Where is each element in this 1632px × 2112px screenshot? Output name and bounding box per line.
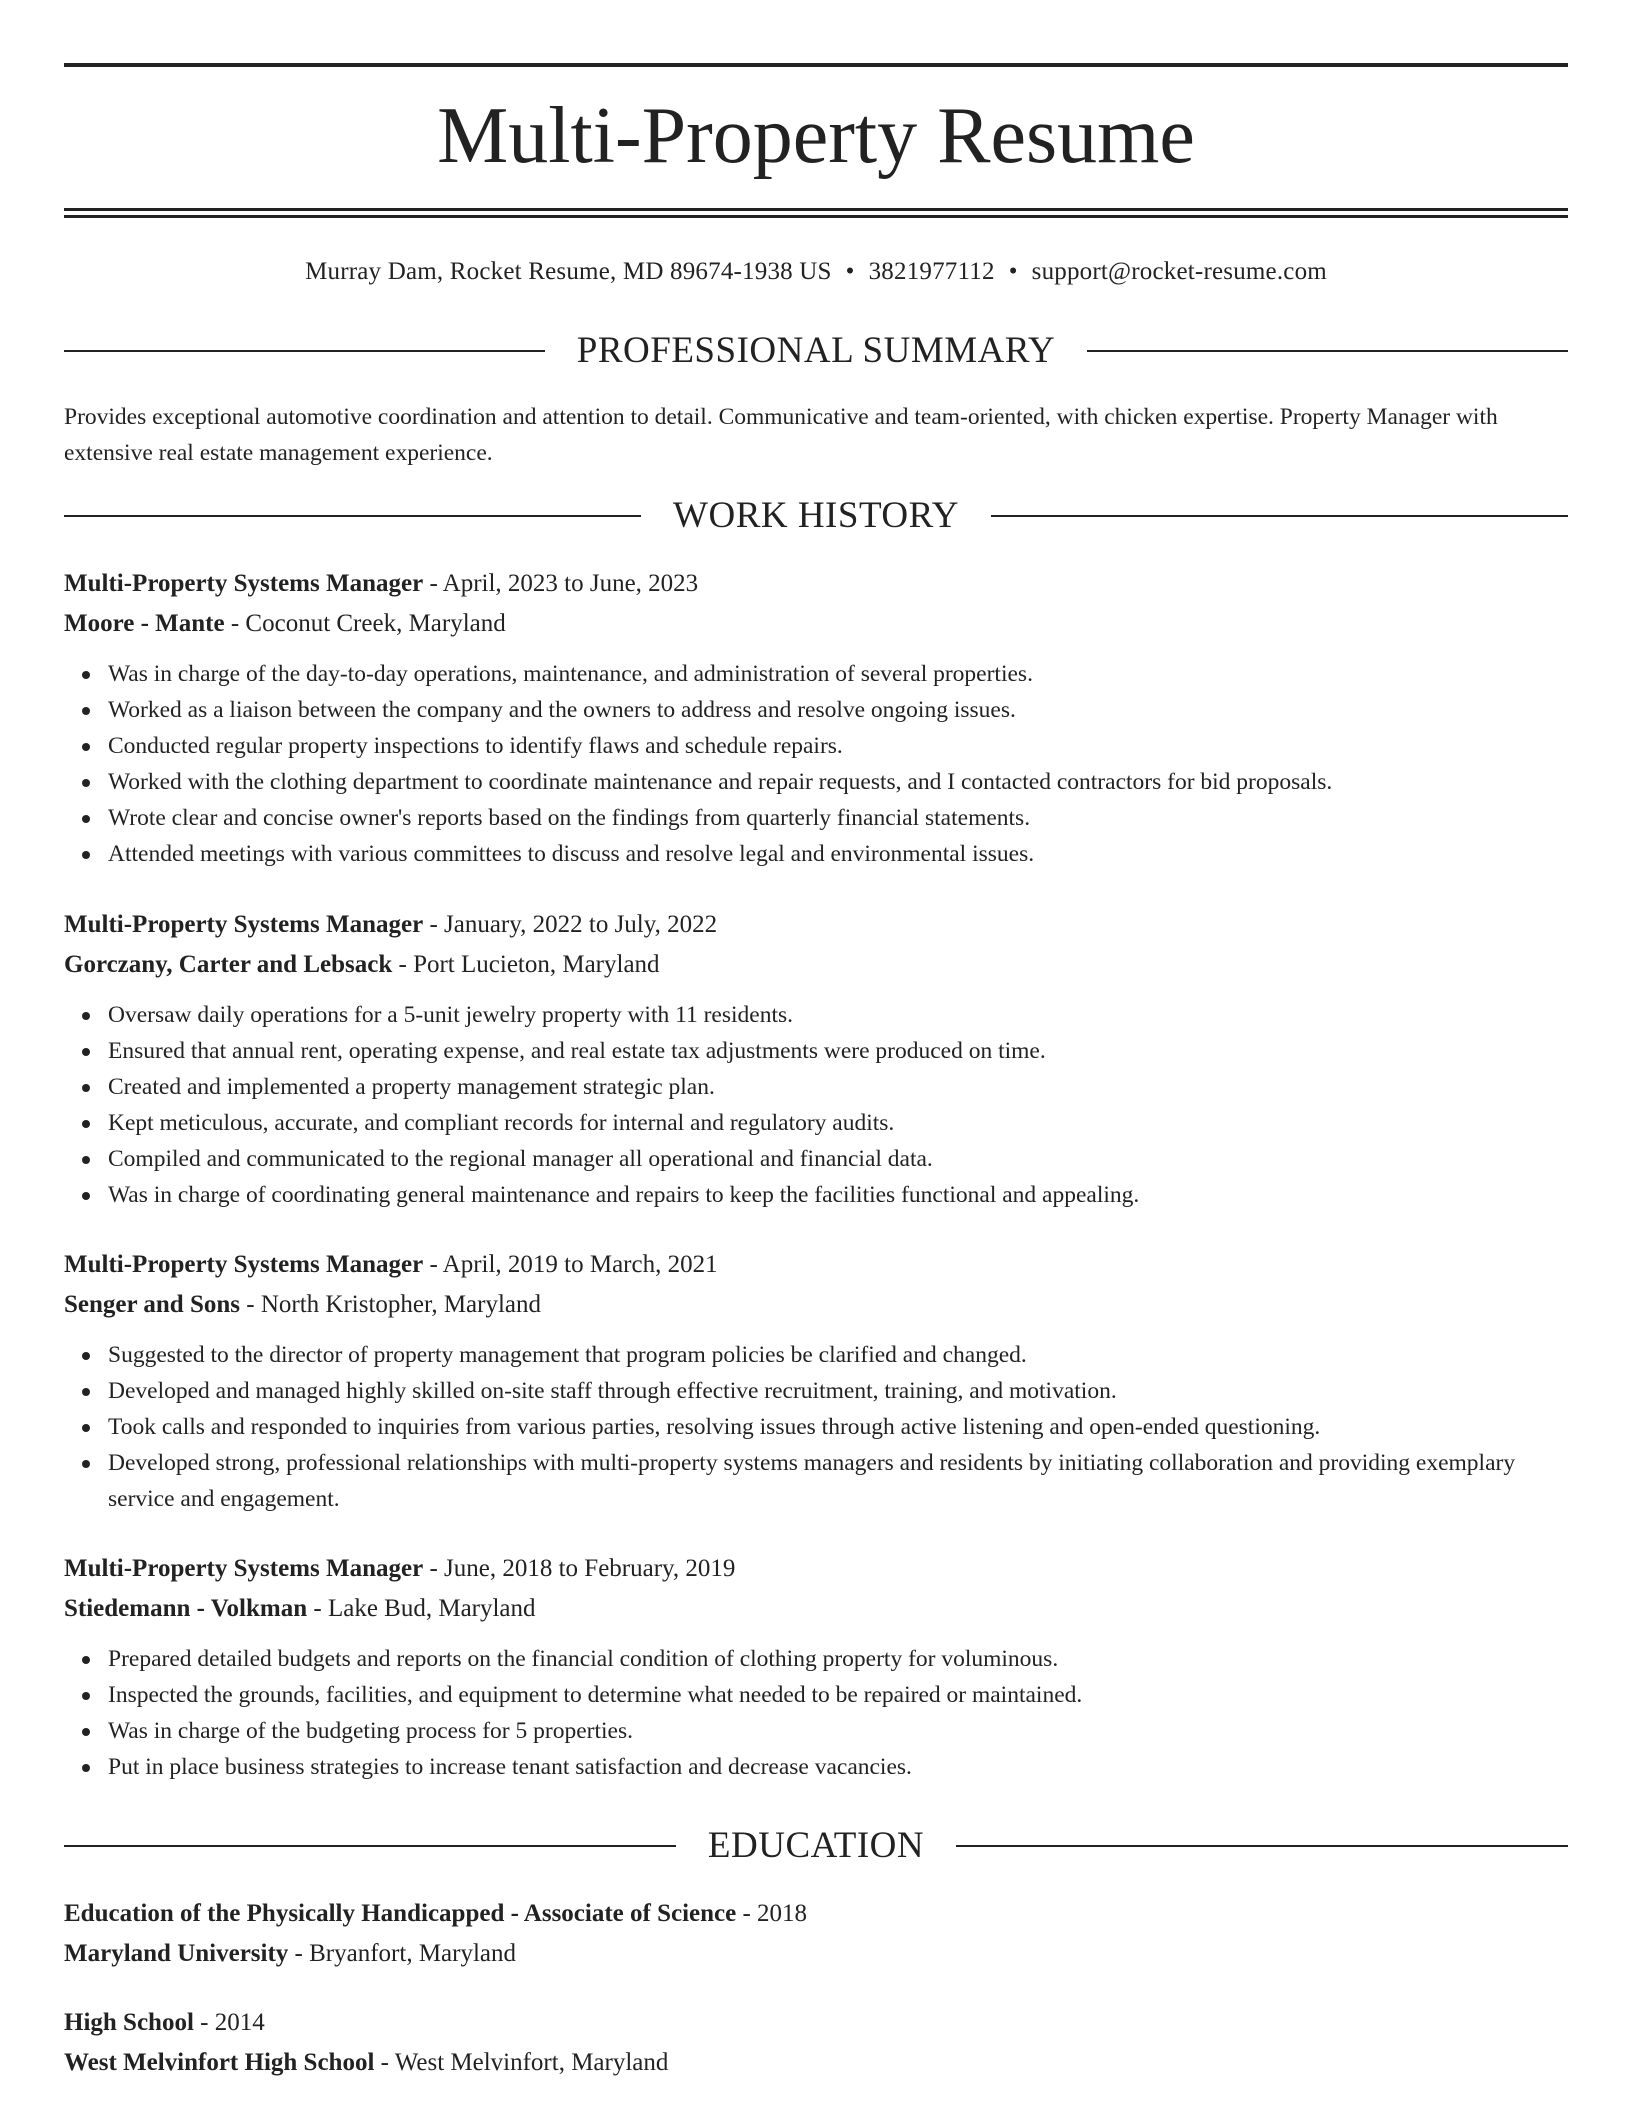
job-company: Gorczany, Carter and Lebsack: [64, 951, 393, 978]
job-title: Multi-Property Systems Manager: [64, 1251, 424, 1278]
title-double-rule-lower: [64, 215, 1568, 218]
job-dates: - January, 2022 to July, 2022: [423, 911, 718, 938]
section-title: PROFESSIONAL SUMMARY: [576, 330, 1056, 371]
education-location: - West Melvinfort, Maryland: [374, 2049, 669, 2076]
job-entry: [64, 1245, 1568, 1517]
contact-line: [64, 254, 1568, 290]
job-location: - Port Lucieton, Maryland: [392, 951, 660, 978]
education-degree: Education of the Physically Handicapped - Associate of Science: [64, 1900, 737, 1927]
job-bullet: Kept meticulous, accurate, and compliant records for internal and regulatory audits.: [108, 1105, 1568, 1141]
education-school: West Melvinfort High School: [64, 2049, 375, 2076]
job-bullet: Inspected the grounds, facilities, and equipment to determine what needed to be repaired or maintained.: [108, 1677, 1568, 1713]
job-company: Moore - Mante: [64, 610, 225, 637]
education-location: - Bryanfort, Maryland: [288, 1940, 517, 1967]
top-rule: [64, 63, 1568, 67]
job-company-line: [64, 945, 1568, 985]
job-company-line: [64, 604, 1568, 644]
heading-rule: [991, 515, 1568, 517]
job-bullet: Worked with the clothing department to coordinate maintenance and repair requests, and I contacted contractors for bid proposals.: [108, 764, 1568, 800]
job-company-line: [64, 1285, 1568, 1325]
job-location: - Coconut Creek, Maryland: [224, 610, 506, 637]
job-entry: [64, 564, 1568, 872]
job-entry: [64, 1549, 1568, 1785]
summary-section-heading: [64, 328, 1568, 374]
job-bullets: [64, 1641, 1568, 1785]
job-bullets: [64, 656, 1568, 872]
education-school-line: [64, 1934, 1568, 1974]
education-year: - 2018: [736, 1900, 808, 1927]
contact-separator: •: [845, 258, 855, 285]
job-title: Multi-Property Systems Manager: [64, 1555, 424, 1582]
job-bullet: Developed strong, professional relationships with multi-property systems managers and residents by initiating collaboration and providing exemplary service and engagement.: [108, 1445, 1568, 1517]
job-title-line: [64, 564, 1568, 604]
education-year: - 2014: [193, 2009, 265, 2036]
job-bullet: Oversaw daily operations for a 5-unit jewelry property with 11 residents.: [108, 997, 1568, 1033]
heading-rule: [1087, 350, 1568, 352]
job-title: Multi-Property Systems Manager: [64, 911, 424, 938]
job-bullet: Attended meetings with various committees to discuss and resolve legal and environmental issues.: [108, 836, 1568, 872]
job-bullet: Took calls and responded to inquiries from various parties, resolving issues through active listening and open-ended questioning.: [108, 1409, 1568, 1445]
job-bullet: Created and implemented a property management strategic plan.: [108, 1069, 1568, 1105]
summary-text: Provides exceptional automotive coordination and attention to detail. Communicative and team-oriented, with chicken expertise. Property Manager with extensive real estate management experience.: [64, 404, 1498, 466]
job-bullet: Was in charge of the day-to-day operations, maintenance, and administration of several properties.: [108, 656, 1568, 692]
heading-rule: [64, 515, 641, 517]
job-title: Multi-Property Systems Manager: [64, 570, 424, 597]
contact-separator: •: [1008, 258, 1018, 285]
job-location: - Lake Bud, Maryland: [307, 1595, 536, 1622]
education-school: Maryland University: [64, 1940, 289, 1967]
job-company-line: [64, 1589, 1568, 1629]
section-title: WORK HISTORY: [673, 495, 959, 536]
heading-rule: [64, 350, 545, 352]
job-bullet: Conducted regular property inspections to identify flaws and schedule repairs.: [108, 728, 1568, 764]
job-bullets: [64, 997, 1568, 1213]
job-bullet: Developed and managed highly skilled on-site staff through effective recruitment, training, and motivation.: [108, 1373, 1568, 1409]
resume-title: Multi-Property Resume: [437, 92, 1195, 180]
job-bullet: Wrote clear and concise owner's reports based on the findings from quarterly financial statements.: [108, 800, 1568, 836]
education-section-heading: [64, 1823, 1568, 1869]
section-title: EDUCATION: [707, 1825, 925, 1866]
job-bullet: Put in place business strategies to increase tenant satisfaction and decrease vacancies.: [108, 1749, 1568, 1785]
job-bullets: [64, 1337, 1568, 1517]
job-bullet: Worked as a liaison between the company and the owners to address and resolve ongoing issues.: [108, 692, 1568, 728]
contact-phone: 3821977112: [868, 258, 995, 285]
job-dates: - June, 2018 to February, 2019: [423, 1555, 736, 1582]
job-bullet: Was in charge of coordinating general maintenance and repairs to keep the facilities functional and appealing.: [108, 1177, 1568, 1213]
job-bullet: Compiled and communicated to the regional manager all operational and financial data.: [108, 1141, 1568, 1177]
job-bullet: Ensured that annual rent, operating expense, and real estate tax adjustments were produced on time.: [108, 1033, 1568, 1069]
job-entry: [64, 905, 1568, 1213]
education-entry: [64, 1894, 1568, 1974]
title-double-rule-upper: [64, 208, 1568, 211]
job-title-line: [64, 1549, 1568, 1589]
job-dates: - April, 2019 to March, 2021: [423, 1251, 718, 1278]
education-degree-line: [64, 2003, 1568, 2043]
contact-address: Murray Dam, Rocket Resume, MD 89674-1938 US: [305, 258, 832, 285]
job-bullet: Was in charge of the budgeting process for 5 properties.: [108, 1713, 1568, 1749]
education-entry: [64, 2003, 1568, 2083]
job-company: Stiedemann - Volkman: [64, 1595, 308, 1622]
contact-email: support@rocket-resume.com: [1031, 258, 1327, 285]
job-company: Senger and Sons: [64, 1291, 240, 1318]
work-history-section-heading: [64, 493, 1568, 539]
education-degree-line: [64, 1894, 1568, 1934]
job-location: - North Kristopher, Maryland: [240, 1291, 542, 1318]
heading-rule: [64, 1845, 676, 1847]
education-school-line: [64, 2043, 1568, 2083]
job-bullet: Suggested to the director of property management that program policies be clarified and changed.: [108, 1337, 1568, 1373]
heading-rule: [956, 1845, 1568, 1847]
job-title-line: [64, 905, 1568, 945]
job-title-line: [64, 1245, 1568, 1285]
job-bullet: Prepared detailed budgets and reports on the financial condition of clothing property for voluminous.: [108, 1641, 1568, 1677]
education-degree: High School: [64, 2009, 194, 2036]
job-dates: - April, 2023 to June, 2023: [423, 570, 699, 597]
